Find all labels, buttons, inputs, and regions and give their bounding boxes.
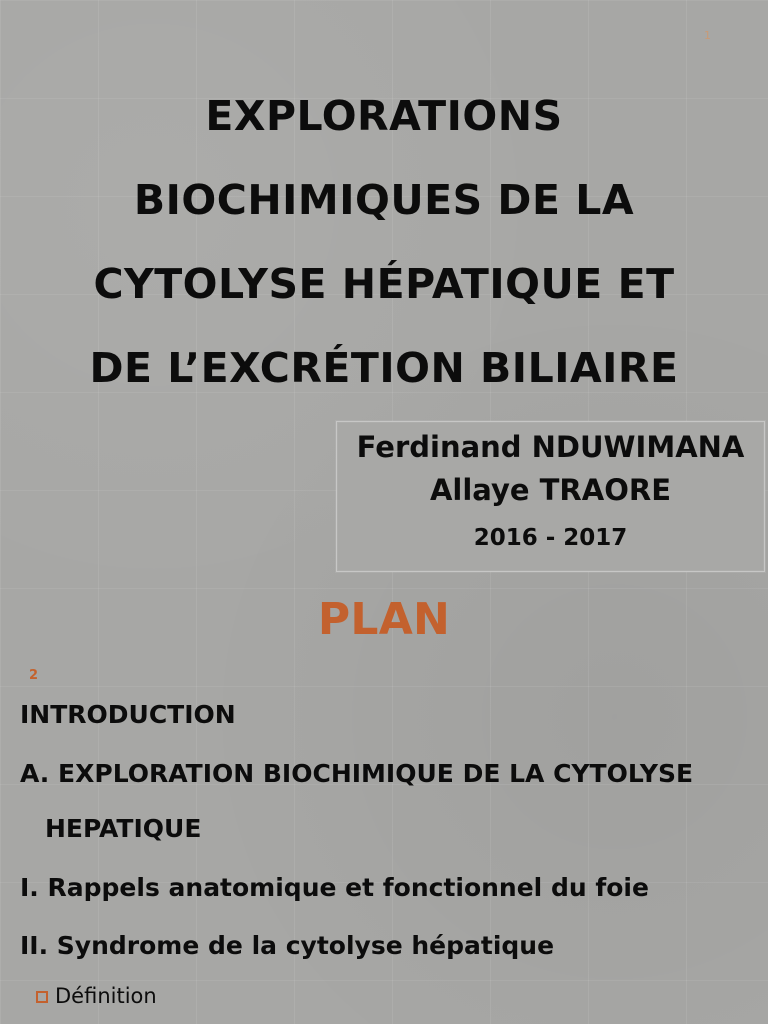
plan-slide [0, 590, 768, 1024]
plan-item-section-ii [20, 930, 760, 961]
author-box [336, 421, 765, 572]
plan-item-section-i [20, 872, 760, 903]
title-line: EXPLORATIONS [205, 92, 563, 140]
plan-item-label: II. Syndrome de la cytolyse hépatique [20, 931, 555, 960]
title-line: CYTOLYSE HÉPATIQUE ET [93, 260, 675, 308]
square-bullet-icon [36, 991, 48, 1003]
title-line: DE L’EXCRÉTION BILIAIRE [89, 344, 679, 392]
author-name: Allaye TRAORE [429, 473, 672, 507]
plan-item-section-a [20, 758, 760, 844]
plan-item-label: INTRODUCTION [20, 700, 236, 729]
slide-number: 2 [29, 668, 39, 683]
plan-item-introduction [20, 699, 760, 730]
slide-number: 1 [704, 29, 711, 42]
plan-item-label: A. EXPLORATION BIOCHIMIQUE DE LA CYTOLYSE [20, 759, 694, 788]
author-name: Ferdinand NDUWIMANA [356, 430, 745, 464]
academic-year: 2016 - 2017 [473, 525, 628, 551]
plan-subitem-definition [20, 981, 760, 1011]
plan-subitem-label: Définition [55, 984, 157, 1008]
plan-list [20, 699, 760, 1011]
plan-item-label: I. Rappels anatomique et fonctionnel du foie [20, 873, 649, 902]
title-line: BIOCHIMIQUES DE LA [133, 176, 635, 224]
plan-title: PLAN [317, 594, 451, 645]
presentation-title [0, 74, 768, 410]
plan-item-label-continuation: HEPATIQUE [45, 814, 202, 843]
